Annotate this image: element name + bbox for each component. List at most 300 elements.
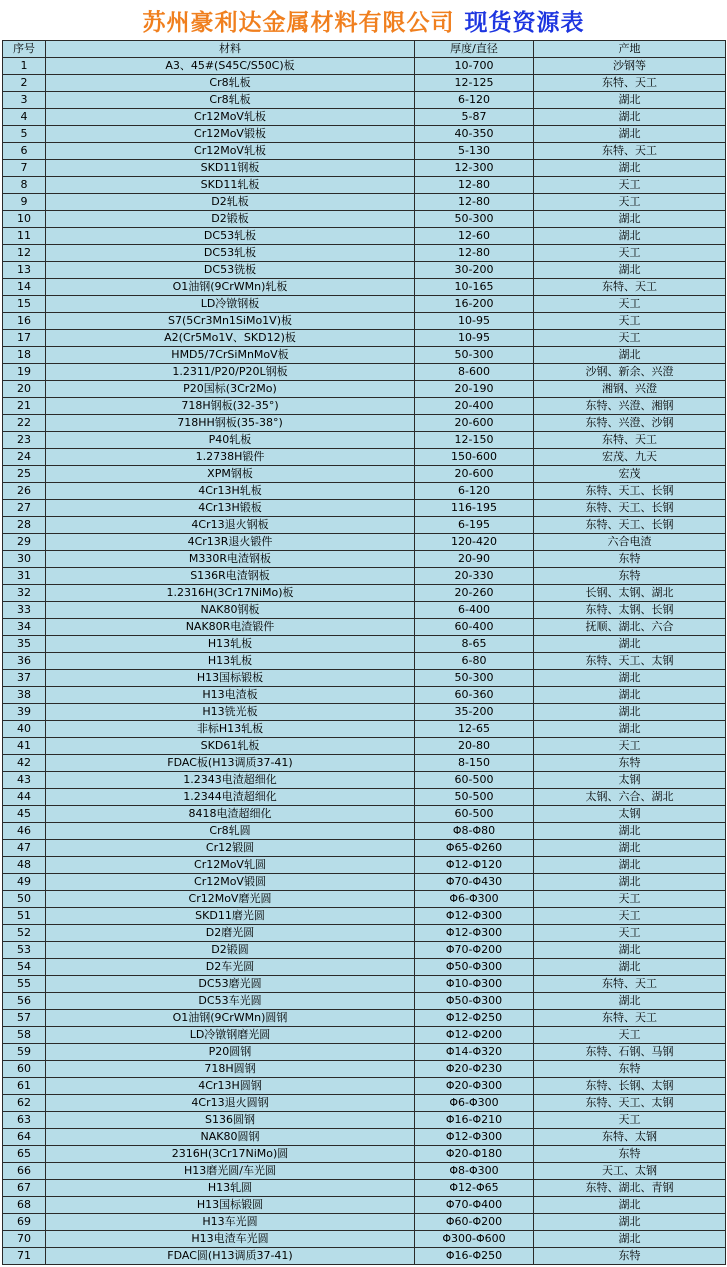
table-row <box>3 789 726 806</box>
cell-material: D2锻圆 <box>46 942 415 959</box>
cell-size: Φ20-Φ300 <box>415 1078 534 1095</box>
cell-index: 26 <box>3 483 46 500</box>
cell-size: Φ70-Φ400 <box>415 1197 534 1214</box>
cell-material: 2316H(3Cr17NiMo)圆 <box>46 1146 415 1163</box>
cell-size: 50-300 <box>415 211 534 228</box>
cell-material: XPM钢板 <box>46 466 415 483</box>
cell-index: 38 <box>3 687 46 704</box>
cell-size: 5-130 <box>415 143 534 160</box>
cell-size: 150-600 <box>415 449 534 466</box>
cell-size: 6-195 <box>415 517 534 534</box>
table-row <box>3 449 726 466</box>
cell-material: A2(Cr5Mo1V、SKD12)板 <box>46 330 415 347</box>
cell-origin: 湖北 <box>534 874 726 891</box>
table-row <box>3 840 726 857</box>
cell-origin: 天工 <box>534 925 726 942</box>
cell-index: 62 <box>3 1095 46 1112</box>
cell-size: 6-80 <box>415 653 534 670</box>
cell-material: S7(5Cr3Mn1SiMo1V)板 <box>46 313 415 330</box>
cell-index: 15 <box>3 296 46 313</box>
cell-material: 4Cr13R退火锻件 <box>46 534 415 551</box>
table-row <box>3 670 726 687</box>
cell-index: 51 <box>3 908 46 925</box>
cell-origin: 天工 <box>534 194 726 211</box>
cell-index: 12 <box>3 245 46 262</box>
cell-size: 12-65 <box>415 721 534 738</box>
cell-size: Φ20-Φ230 <box>415 1061 534 1078</box>
cell-material: NAK80钢板 <box>46 602 415 619</box>
cell-material: SKD11轧板 <box>46 177 415 194</box>
cell-material: Cr8轧板 <box>46 92 415 109</box>
cell-material: 4Cr13退火圆钢 <box>46 1095 415 1112</box>
cell-size: 12-80 <box>415 245 534 262</box>
cell-origin: 天工 <box>534 1027 726 1044</box>
cell-origin: 湖北 <box>534 840 726 857</box>
table-row <box>3 347 726 364</box>
cell-size: 8-65 <box>415 636 534 653</box>
cell-size: Φ70-Φ200 <box>415 942 534 959</box>
cell-origin: 东特、天工、长钢 <box>534 517 726 534</box>
cell-size: Φ16-Φ210 <box>415 1112 534 1129</box>
cell-size: Φ12-Φ300 <box>415 908 534 925</box>
cell-material: D2车光圆 <box>46 959 415 976</box>
table-row <box>3 1197 726 1214</box>
cell-size: Φ12-Φ120 <box>415 857 534 874</box>
table-row <box>3 415 726 432</box>
cell-index: 47 <box>3 840 46 857</box>
cell-origin: 六合电渣 <box>534 534 726 551</box>
cell-material: 1.2316H(3Cr17NiMo)板 <box>46 585 415 602</box>
cell-material: DC53铣板 <box>46 262 415 279</box>
cell-material: S136R电渣钢板 <box>46 568 415 585</box>
cell-size: Φ6-Φ300 <box>415 1095 534 1112</box>
table-row <box>3 908 726 925</box>
table-row <box>3 585 726 602</box>
table-row <box>3 993 726 1010</box>
table-row <box>3 653 726 670</box>
table-row <box>3 160 726 177</box>
cell-index: 60 <box>3 1061 46 1078</box>
cell-material: D2锻板 <box>46 211 415 228</box>
cell-origin: 湖北 <box>534 1197 726 1214</box>
cell-size: 50-500 <box>415 789 534 806</box>
cell-index: 44 <box>3 789 46 806</box>
cell-material: Cr12MoV轧板 <box>46 143 415 160</box>
cell-size: Φ12-Φ200 <box>415 1027 534 1044</box>
table-row <box>3 364 726 381</box>
cell-size: 10-95 <box>415 313 534 330</box>
table-row <box>3 806 726 823</box>
cell-index: 52 <box>3 925 46 942</box>
cell-material: O1油钢(9CrWMn)轧板 <box>46 279 415 296</box>
cell-material: O1油钢(9CrWMn)圆钢 <box>46 1010 415 1027</box>
cell-size: Φ10-Φ300 <box>415 976 534 993</box>
cell-size: Φ70-Φ430 <box>415 874 534 891</box>
table-header-row <box>3 41 726 58</box>
cell-index: 63 <box>3 1112 46 1129</box>
cell-index: 24 <box>3 449 46 466</box>
cell-index: 45 <box>3 806 46 823</box>
cell-origin: 天工 <box>534 296 726 313</box>
cell-origin: 天工 <box>534 330 726 347</box>
cell-origin: 抚顺、湖北、六合 <box>534 619 726 636</box>
cell-material: 1.2738H锻件 <box>46 449 415 466</box>
cell-index: 61 <box>3 1078 46 1095</box>
cell-origin: 湖北 <box>534 857 726 874</box>
cell-size: Φ60-Φ200 <box>415 1214 534 1231</box>
cell-material: 8418电渣超细化 <box>46 806 415 823</box>
cell-size: Φ6-Φ300 <box>415 891 534 908</box>
cell-size: 20-190 <box>415 381 534 398</box>
cell-origin: 东特 <box>534 1146 726 1163</box>
cell-origin: 湖北 <box>534 262 726 279</box>
cell-material: FDAC圆(H13调质37-41) <box>46 1248 415 1265</box>
cell-index: 48 <box>3 857 46 874</box>
cell-size: 8-150 <box>415 755 534 772</box>
cell-origin: 天工 <box>534 177 726 194</box>
cell-origin: 湖北 <box>534 160 726 177</box>
cell-index: 17 <box>3 330 46 347</box>
table-row <box>3 1010 726 1027</box>
cell-origin: 东特、天工 <box>534 143 726 160</box>
cell-material: HMD5/7CrSiMnMoV板 <box>46 347 415 364</box>
cell-index: 35 <box>3 636 46 653</box>
cell-index: 8 <box>3 177 46 194</box>
table-row <box>3 602 726 619</box>
table-row <box>3 1027 726 1044</box>
cell-size: 20-330 <box>415 568 534 585</box>
cell-size: Φ14-Φ320 <box>415 1044 534 1061</box>
table-row <box>3 619 726 636</box>
cell-index: 10 <box>3 211 46 228</box>
cell-size: Φ12-Φ300 <box>415 1129 534 1146</box>
cell-size: 60-360 <box>415 687 534 704</box>
cell-origin: 湖北 <box>534 1214 726 1231</box>
cell-material: A3、45#(S45C/S50C)板 <box>46 58 415 75</box>
cell-size: Φ50-Φ300 <box>415 993 534 1010</box>
cell-origin: 东特、太钢、长钢 <box>534 602 726 619</box>
cell-origin: 东特、天工、太钢 <box>534 1095 726 1112</box>
cell-index: 39 <box>3 704 46 721</box>
cell-index: 67 <box>3 1180 46 1197</box>
cell-size: 6-120 <box>415 92 534 109</box>
cell-origin: 天工 <box>534 245 726 262</box>
cell-origin: 湖北 <box>534 721 726 738</box>
cell-origin: 湖北 <box>534 670 726 687</box>
cell-origin: 东特 <box>534 1061 726 1078</box>
cell-index: 49 <box>3 874 46 891</box>
cell-origin: 天工、太钢 <box>534 1163 726 1180</box>
cell-origin: 天工 <box>534 908 726 925</box>
cell-index: 29 <box>3 534 46 551</box>
cell-index: 21 <box>3 398 46 415</box>
table-row <box>3 228 726 245</box>
table-row <box>3 398 726 415</box>
cell-size: Φ12-Φ250 <box>415 1010 534 1027</box>
cell-size: 12-300 <box>415 160 534 177</box>
cell-origin: 东特、天工 <box>534 279 726 296</box>
header-origin: 产地 <box>534 41 726 58</box>
company-name: 苏州豪利达金属材料有限公司 <box>142 9 455 36</box>
cell-origin: 东特 <box>534 1248 726 1265</box>
cell-size: 10-95 <box>415 330 534 347</box>
table-row <box>3 313 726 330</box>
cell-index: 28 <box>3 517 46 534</box>
cell-index: 54 <box>3 959 46 976</box>
cell-origin: 天工 <box>534 738 726 755</box>
cell-size: 50-300 <box>415 670 534 687</box>
cell-material: 4Cr13H轧板 <box>46 483 415 500</box>
cell-index: 43 <box>3 772 46 789</box>
cell-material: LD冷镦钢磨光圆 <box>46 1027 415 1044</box>
table-row <box>3 330 726 347</box>
cell-material: H13电渣车光圆 <box>46 1231 415 1248</box>
cell-material: 1.2311/P20/P20L钢板 <box>46 364 415 381</box>
cell-material: H13铣光板 <box>46 704 415 721</box>
cell-material: FDAC板(H13调质37-41) <box>46 755 415 772</box>
cell-origin: 东特、太钢 <box>534 1129 726 1146</box>
cell-index: 40 <box>3 721 46 738</box>
cell-origin: 湖北 <box>534 993 726 1010</box>
cell-size: Φ8-Φ80 <box>415 823 534 840</box>
cell-origin: 东特、天工、长钢 <box>534 483 726 500</box>
cell-material: Cr12MoV轧板 <box>46 109 415 126</box>
cell-material: 1.2343电渣超细化 <box>46 772 415 789</box>
cell-index: 37 <box>3 670 46 687</box>
cell-material: D2轧板 <box>46 194 415 211</box>
table-row <box>3 636 726 653</box>
cell-size: 12-80 <box>415 194 534 211</box>
cell-material: Cr8轧圆 <box>46 823 415 840</box>
table-row <box>3 1214 726 1231</box>
cell-origin: 宏茂 <box>534 466 726 483</box>
cell-origin: 沙钢、新余、兴澄 <box>534 364 726 381</box>
cell-origin: 湖北 <box>534 92 726 109</box>
cell-size: 120-420 <box>415 534 534 551</box>
table-row <box>3 721 726 738</box>
cell-index: 5 <box>3 126 46 143</box>
table-row <box>3 92 726 109</box>
cell-size: 8-600 <box>415 364 534 381</box>
cell-index: 68 <box>3 1197 46 1214</box>
cell-material: DC53车光圆 <box>46 993 415 1010</box>
cell-index: 56 <box>3 993 46 1010</box>
table-row <box>3 432 726 449</box>
cell-index: 34 <box>3 619 46 636</box>
table-row <box>3 534 726 551</box>
cell-index: 22 <box>3 415 46 432</box>
cell-origin: 天工 <box>534 891 726 908</box>
stock-table <box>2 40 726 1265</box>
cell-index: 46 <box>3 823 46 840</box>
cell-origin: 湖北 <box>534 959 726 976</box>
table-row <box>3 976 726 993</box>
page-title <box>0 0 727 40</box>
cell-origin: 东特、天工、太钢 <box>534 653 726 670</box>
cell-material: P20国标(3Cr2Mo) <box>46 381 415 398</box>
cell-origin: 东特、兴澄、沙钢 <box>534 415 726 432</box>
cell-origin: 东特、天工、长钢 <box>534 500 726 517</box>
table-row <box>3 874 726 891</box>
table-row <box>3 959 726 976</box>
table-row <box>3 925 726 942</box>
cell-size: 10-165 <box>415 279 534 296</box>
cell-index: 7 <box>3 160 46 177</box>
table-row <box>3 823 726 840</box>
cell-index: 30 <box>3 551 46 568</box>
cell-material: NAK80圆钢 <box>46 1129 415 1146</box>
cell-index: 66 <box>3 1163 46 1180</box>
cell-index: 70 <box>3 1231 46 1248</box>
table-row <box>3 1061 726 1078</box>
cell-material: Cr12MoV锻板 <box>46 126 415 143</box>
cell-material: S136圆钢 <box>46 1112 415 1129</box>
table-title: 现货资源表 <box>464 9 585 36</box>
cell-material: D2磨光圆 <box>46 925 415 942</box>
cell-material: H13车光圆 <box>46 1214 415 1231</box>
table-row <box>3 466 726 483</box>
cell-size: 50-300 <box>415 347 534 364</box>
cell-material: NAK80R电渣锻件 <box>46 619 415 636</box>
cell-origin: 湖北 <box>534 211 726 228</box>
cell-size: 12-125 <box>415 75 534 92</box>
table-row <box>3 772 726 789</box>
cell-size: 116-195 <box>415 500 534 517</box>
cell-origin: 东特 <box>534 551 726 568</box>
cell-index: 59 <box>3 1044 46 1061</box>
cell-size: Φ300-Φ600 <box>415 1231 534 1248</box>
cell-origin: 宏茂、九天 <box>534 449 726 466</box>
table-row <box>3 1095 726 1112</box>
cell-index: 31 <box>3 568 46 585</box>
cell-material: SKD61轧板 <box>46 738 415 755</box>
table-row <box>3 755 726 772</box>
cell-size: 60-500 <box>415 772 534 789</box>
cell-material: DC53轧板 <box>46 228 415 245</box>
cell-index: 25 <box>3 466 46 483</box>
cell-index: 33 <box>3 602 46 619</box>
cell-size: 30-200 <box>415 262 534 279</box>
cell-index: 32 <box>3 585 46 602</box>
cell-material: 4Cr13H圆钢 <box>46 1078 415 1095</box>
cell-origin: 东特、长钢、太钢 <box>534 1078 726 1095</box>
cell-index: 6 <box>3 143 46 160</box>
cell-size: 16-200 <box>415 296 534 313</box>
cell-index: 55 <box>3 976 46 993</box>
cell-origin: 天工 <box>534 313 726 330</box>
cell-material: M330R电渣钢板 <box>46 551 415 568</box>
cell-origin: 东特、湖北、青钢 <box>534 1180 726 1197</box>
cell-size: 60-500 <box>415 806 534 823</box>
table-row <box>3 942 726 959</box>
cell-size: Φ50-Φ300 <box>415 959 534 976</box>
cell-index: 69 <box>3 1214 46 1231</box>
table-row <box>3 1163 726 1180</box>
cell-index: 50 <box>3 891 46 908</box>
cell-index: 16 <box>3 313 46 330</box>
cell-index: 65 <box>3 1146 46 1163</box>
cell-size: 20-600 <box>415 466 534 483</box>
cell-size: 20-400 <box>415 398 534 415</box>
cell-material: H13电渣板 <box>46 687 415 704</box>
cell-material: DC53磨光圆 <box>46 976 415 993</box>
cell-index: 27 <box>3 500 46 517</box>
cell-origin: 湖北 <box>534 687 726 704</box>
cell-size: Φ12-Φ65 <box>415 1180 534 1197</box>
cell-size: 6-120 <box>415 483 534 500</box>
table-row <box>3 857 726 874</box>
table-row <box>3 1112 726 1129</box>
cell-index: 1 <box>3 58 46 75</box>
cell-origin: 东特、天工 <box>534 75 726 92</box>
header-size: 厚度/直径 <box>415 41 534 58</box>
cell-index: 13 <box>3 262 46 279</box>
cell-index: 41 <box>3 738 46 755</box>
table-row <box>3 500 726 517</box>
cell-origin: 湖北 <box>534 942 726 959</box>
cell-size: Φ16-Φ250 <box>415 1248 534 1265</box>
table-row <box>3 194 726 211</box>
cell-index: 2 <box>3 75 46 92</box>
cell-index: 58 <box>3 1027 46 1044</box>
cell-origin: 天工 <box>534 1112 726 1129</box>
cell-size: 5-87 <box>415 109 534 126</box>
cell-material: H13国标锻板 <box>46 670 415 687</box>
cell-material: SKD11磨光圆 <box>46 908 415 925</box>
header-material: 材料 <box>46 41 415 58</box>
cell-index: 71 <box>3 1248 46 1265</box>
table-row <box>3 738 726 755</box>
cell-index: 42 <box>3 755 46 772</box>
cell-material: DC53轧板 <box>46 245 415 262</box>
cell-origin: 太钢 <box>534 772 726 789</box>
table-row <box>3 211 726 228</box>
cell-material: P20圆钢 <box>46 1044 415 1061</box>
cell-size: 20-600 <box>415 415 534 432</box>
cell-origin: 长钢、太钢、湖北 <box>534 585 726 602</box>
cell-origin: 湖北 <box>534 228 726 245</box>
cell-size: Φ20-Φ180 <box>415 1146 534 1163</box>
cell-size: Φ65-Φ260 <box>415 840 534 857</box>
cell-size: 20-90 <box>415 551 534 568</box>
table-row <box>3 279 726 296</box>
cell-index: 23 <box>3 432 46 449</box>
table-row <box>3 1078 726 1095</box>
cell-index: 19 <box>3 364 46 381</box>
cell-index: 11 <box>3 228 46 245</box>
cell-material: Cr12MoV磨光圆 <box>46 891 415 908</box>
table-row <box>3 517 726 534</box>
cell-size: 12-150 <box>415 432 534 449</box>
cell-size: 10-700 <box>415 58 534 75</box>
table-row <box>3 109 726 126</box>
cell-material: 718H钢板(32-35°) <box>46 398 415 415</box>
table-row <box>3 1044 726 1061</box>
cell-index: 9 <box>3 194 46 211</box>
cell-origin: 湖北 <box>534 126 726 143</box>
cell-material: Cr12锻圆 <box>46 840 415 857</box>
cell-origin: 东特、天工 <box>534 432 726 449</box>
table-row <box>3 687 726 704</box>
cell-origin: 东特、兴澄、湘钢 <box>534 398 726 415</box>
cell-index: 14 <box>3 279 46 296</box>
table-row <box>3 891 726 908</box>
cell-material: H13国标锻圆 <box>46 1197 415 1214</box>
cell-size: 60-400 <box>415 619 534 636</box>
cell-origin: 沙钢等 <box>534 58 726 75</box>
cell-size: Φ12-Φ300 <box>415 925 534 942</box>
cell-material: 718H圆钢 <box>46 1061 415 1078</box>
